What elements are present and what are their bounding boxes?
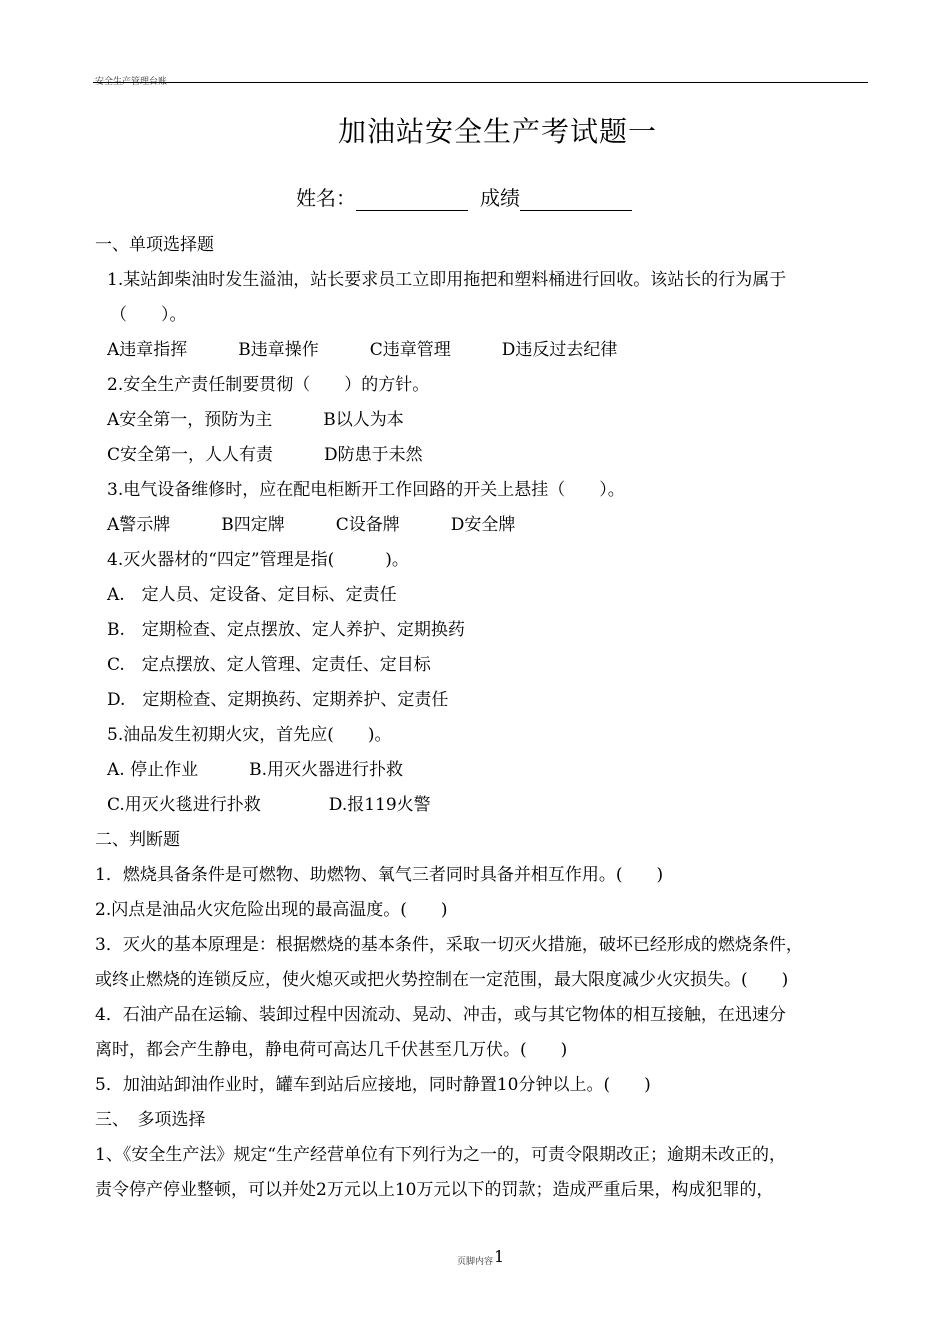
options-line: A违章指挥 B违章操作 C违章管理 D违反过去纪律 [107,340,618,360]
options-line: A. 停止作业 B.用灭火器进行扑救 [107,760,403,780]
question-line: 4．石油产品在运输、装卸过程中因流动、晃动、冲击，或与其它物体的相互接触，在迅速分 [95,1005,786,1025]
options-line: A. 定人员、定设备、定目标、定责任 [107,585,397,605]
question-line: 4.灭火器材的“四定”管理是指( )。 [107,550,409,570]
question-line: 1.某站卸柴油时发生溢油，站长要求员工立即用拖把和塑料桶进行回收。该站长的行为属于 [107,270,787,290]
question-line: 3.电气设备维修时，应在配电柜断开工作回路的开关上悬挂（ ）。 [107,480,625,500]
name-score-line [296,182,632,211]
name-label: 姓名： [296,186,356,210]
footer-text: 页脚内容 [457,1257,494,1267]
question-line: 5．加油站卸油作业时，罐车到站后应接地，同时静置10分钟以上。( ) [95,1075,651,1095]
question-line: 5.油品发生初期火灾，首先应( )。 [107,725,392,745]
question-line: 或终止燃烧的连锁反应，使火熄灭或把火势控制在一定范围，最大限度减少火灾损失。( ) [95,970,789,990]
options-line: A警示牌 B四定牌 C设备牌 D安全牌 [107,515,516,535]
question-line: 责令停产停业整顿，可以并处2万元以上10万元以下的罚款；造成严重后果，构成犯罪的， [95,1180,774,1200]
question-line: 离时，都会产生静电，静电荷可高达几千伏甚至几万伏。( ) [95,1040,568,1060]
score-label: 成绩 [480,186,520,210]
options-line: D. 定期检查、定期换药、定期养护、定责任 [107,690,449,710]
header-rule [93,82,868,83]
question-line: 1．燃烧具备条件是可燃物、助燃物、氧气三者同时具备并相互作用。( ) [95,865,664,885]
options-line: C. 定点摆放、定人管理、定责任、定目标 [107,655,431,675]
question-line: 1、《安全生产法》规定“生产经营单位有下列行为之一的，可责令限期改正；逾期未改正的， [95,1145,787,1165]
name-blank [356,188,468,211]
question-line: 2.安全生产责任制要贯彻（ ）的方针。 [107,375,430,395]
page-header: 安全生产管理台账 [95,77,168,87]
options-line: C安全第一，人人有责 D防患于未然 [107,445,423,465]
question-line: 3．灭火的基本原理是：根据燃烧的基本条件，采取一切灭火措施，破坏已经形成的燃烧条件， [95,935,803,955]
question-line: 2.闪点是油品火灾危险出现的最高温度。( ) [95,900,448,920]
score-blank [520,188,632,211]
options-line: C.用灭火毯进行扑救 D.报119火警 [107,795,431,815]
section-heading: 一、单项选择题 [95,235,214,255]
question-line: （ ）。 [110,305,187,325]
options-line: B. 定期检查、定点摆放、定人养护、定期换药 [107,620,465,640]
page-title: 加油站安全生产考试题一 [337,115,657,148]
page-number: 1 [494,1247,505,1266]
section-heading: 三、 多项选择 [95,1110,206,1130]
page-footer [457,1247,504,1267]
section-heading: 二、判断题 [95,830,180,850]
options-line: A安全第一，预防为主 B以人为本 [107,410,404,430]
